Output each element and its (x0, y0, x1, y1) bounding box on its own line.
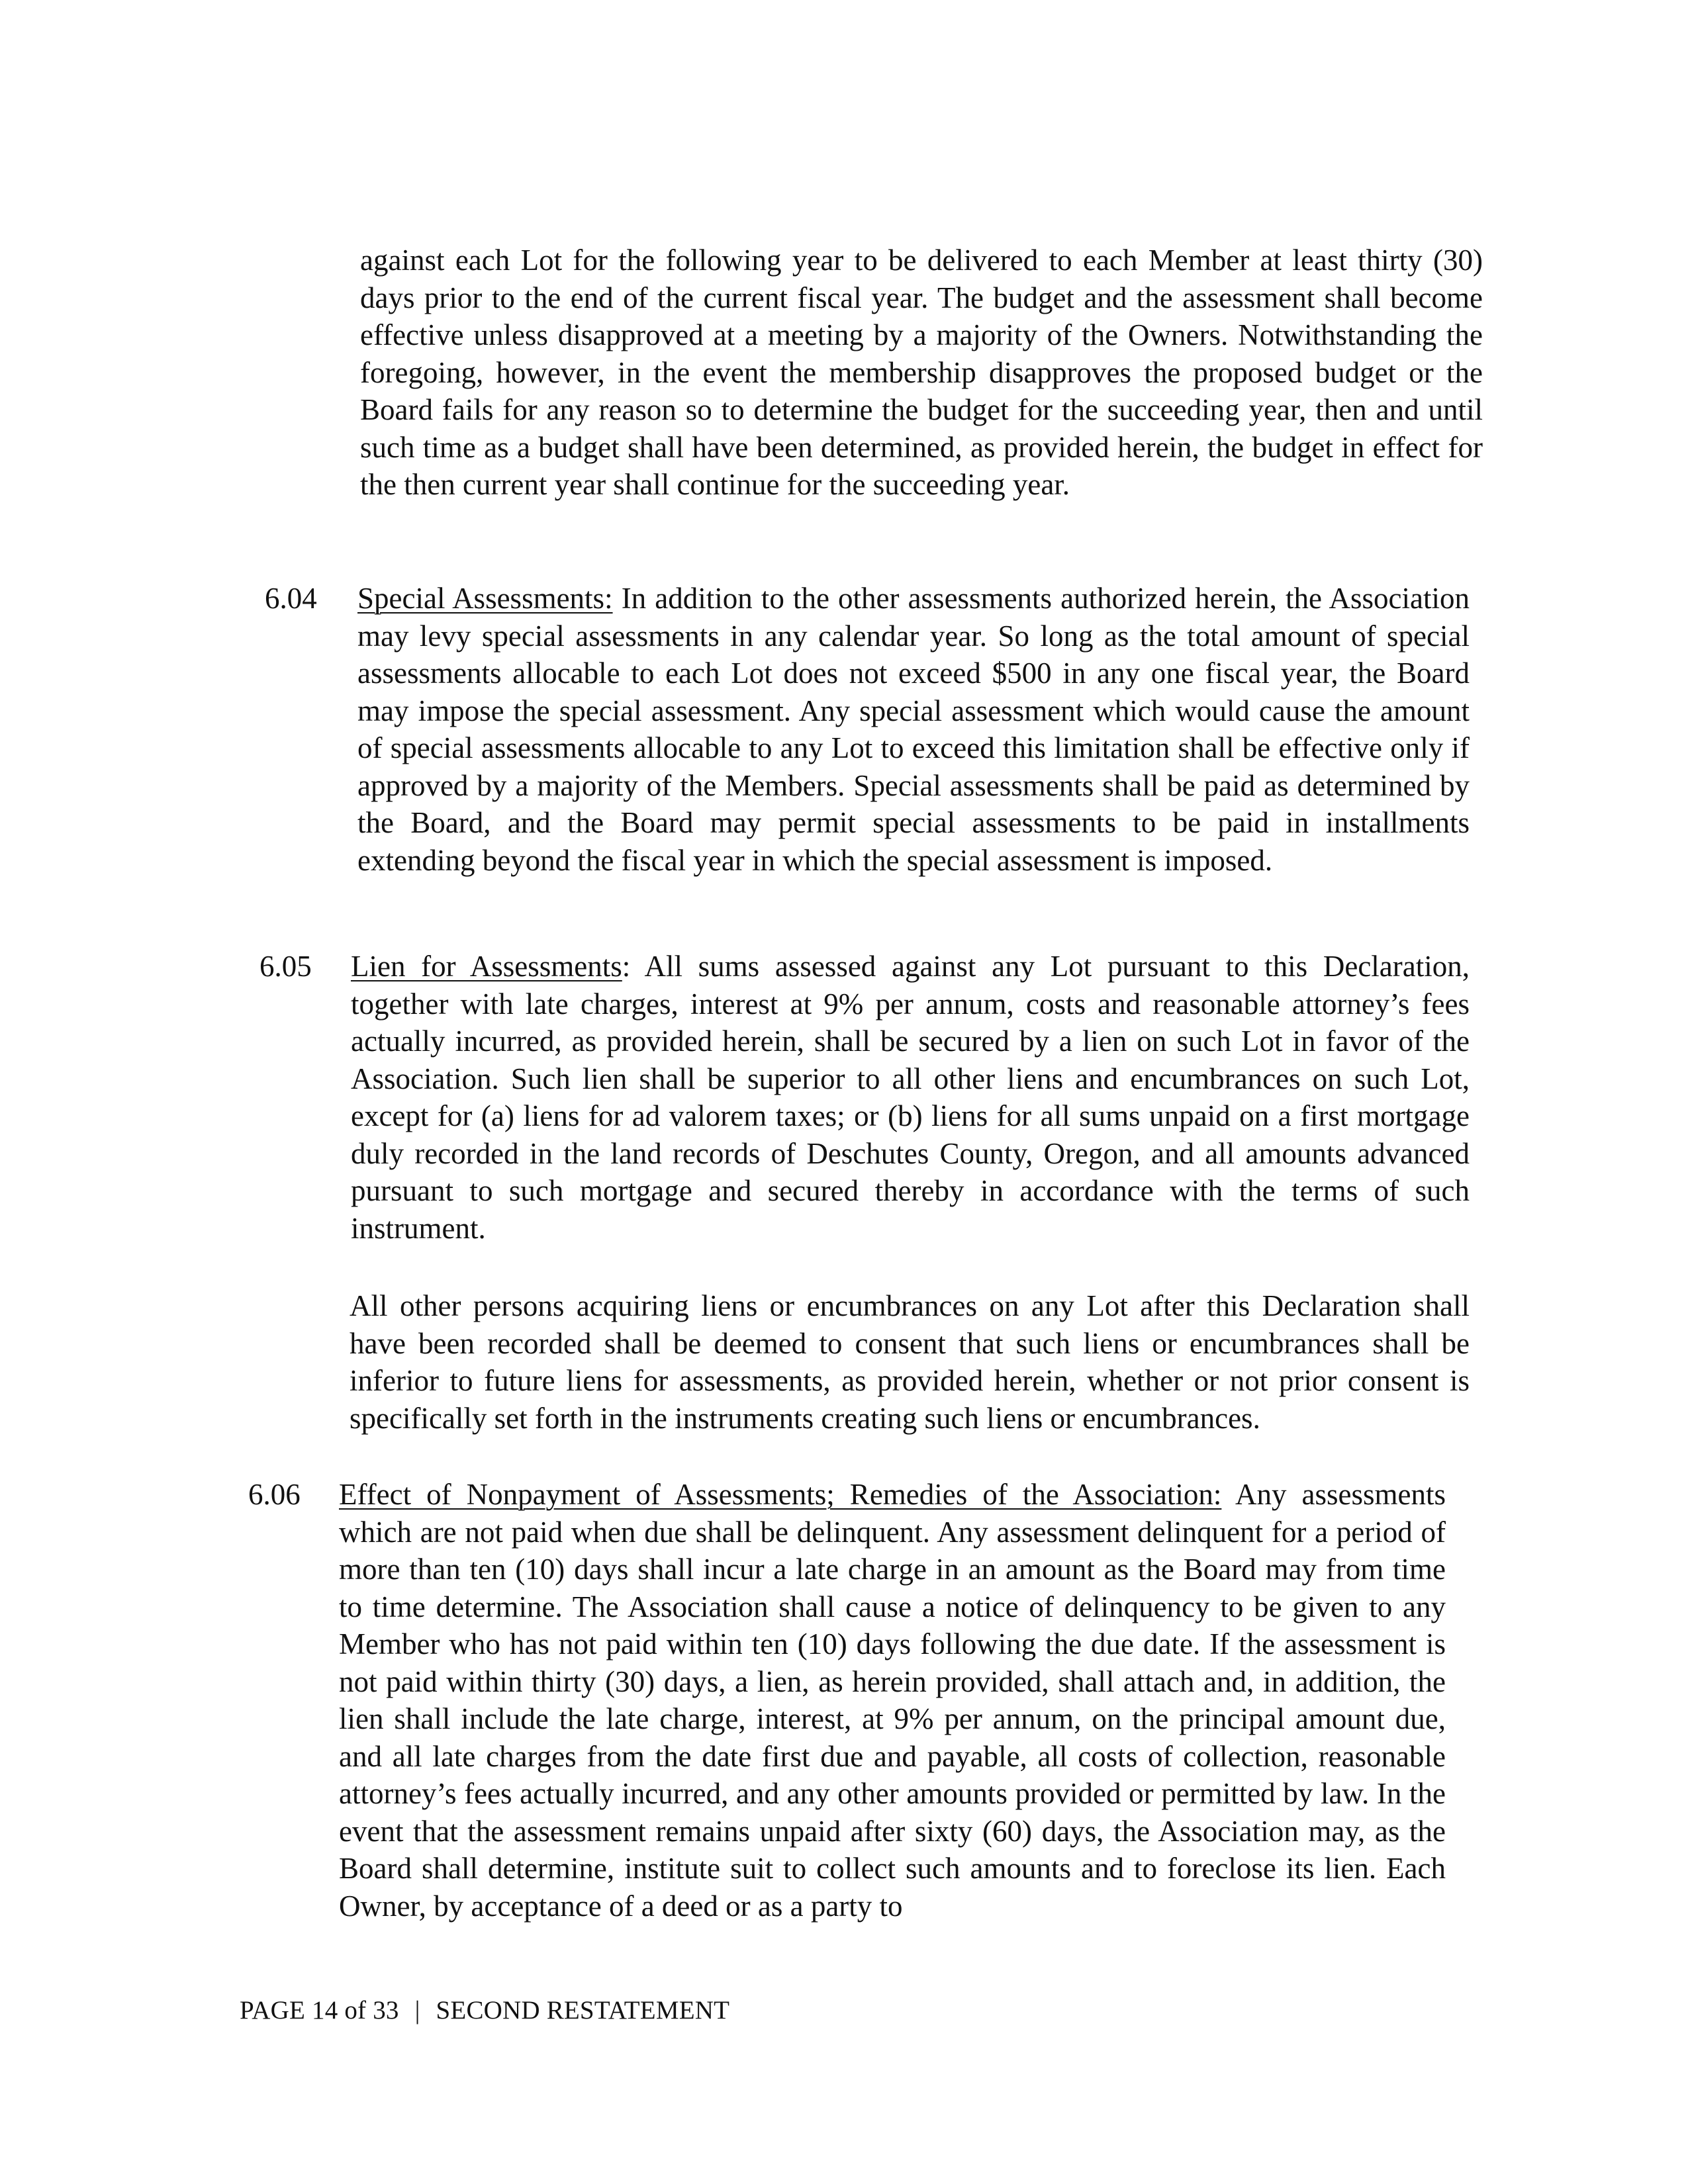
section-number-6-05: 6.05 (259, 950, 312, 983)
continuation-paragraph: against each Lot for the following year to be delivered to each Member at least thirty (30) days prior to the end of the current fiscal year. The budget and the assessment shall become effective unless disapproved at a meeting by a majority of the Owners. Notwithstanding the foregoing, however, in the event the membership disapproves the proposed budget or the Board fails for any reason so to determine the budget for the succeeding year, then and until such time as a budget shall have been determined, as provided herein, the budget in effect for the then current year shall continue for the succeeding year. (360, 244, 1483, 501)
section-6-04-body: In addition to the other assessments authorized herein, the Association may levy special assessments in any calendar year. So long as the total amount of special assessments allocable to each Lot does not exceed $500 in any one fiscal year, the Board may impose the special assessment. Any special assessment which would cause the amount of special assessments allocable to any Lot to exceed this limitation shall be effective only if approved by a majority of the Members. Special assessments shall be paid as determined by the Board, and the Board may permit special assessments to be paid in installments extending beyond the fiscal year in which the special assessment is imposed. (357, 582, 1470, 877)
section-number-6-06: 6.06 (248, 1478, 301, 1511)
page-footer (240, 1995, 729, 2026)
footer-separator: | (414, 1996, 420, 2025)
section-6-05-paragraph-2: All other persons acquiring liens or encumbrances on any Lot after this Declaration shall have been recorded shall be deemed to consent that such liens or encumbrances shall be inferior to future liens for assessments, as provided herein, whether or not prior consent is specifically set forth in the instruments creating such liens or encumbrances. (350, 1289, 1470, 1435)
section-6-05-heading: Lien for Assessments (351, 950, 622, 983)
footer-page-number: PAGE 14 of 33 (240, 1996, 399, 2025)
section-6-04-heading: Special Assessments: (357, 582, 613, 615)
section-6-05-text (351, 948, 1470, 1247)
section-number-6-04: 6.04 (265, 582, 317, 615)
footer-document-title: SECOND RESTATEMENT (436, 1996, 730, 2025)
section-6-06-text (339, 1476, 1446, 1925)
section-6-06-heading: Effect of Nonpayment of Assessments; Remedies of the Association: (339, 1478, 1222, 1511)
section-6-06-body: Any assessments which are not paid when due shall be delinquent. Any assessment delinquent for a period of more than ten (10) days shall incur a late charge in an amount as the Board may from time to time determine. The Association shall cause a notice of delinquency to be given to any Member who has not paid within ten (10) days following the due date. If the assessment is not paid within thirty (30) days, a lien, as herein provided, shall attach and, in addition, the lien shall include the late charge, interest, at 9% per annum, on the principal amount due, and all late charges from the date first due and payable, all costs of collection, reasonable attorney’s fees actually incurred, and any other amounts provided or permitted by law. In the event that the assessment remains unpaid after sixty (60) days, the Association may, as the Board shall determine, institute suit to collect such amounts and to foreclose its lien. Each Owner, by acceptance of a deed or as a party to (339, 1478, 1446, 1923)
section-6-04-text (357, 580, 1470, 879)
section-6-05-body: : All sums assessed against any Lot pursuant to this Declaration, together with late charges, interest at 9% per annum, costs and reasonable attorney’s fees actually incurred, as provided herein, shall be secured by a lien on such Lot in favor of the Association. Such lien shall be superior to all other liens and encumbrances on such Lot, except for (a) liens for ad valorem taxes; or (b) liens for all sums unpaid on a first mortgage duly recorded in the land records of Deschutes County, Oregon, and all amounts advanced pursuant to such mortgage and secured thereby in accordance with the terms of such instrument. (351, 950, 1470, 1245)
